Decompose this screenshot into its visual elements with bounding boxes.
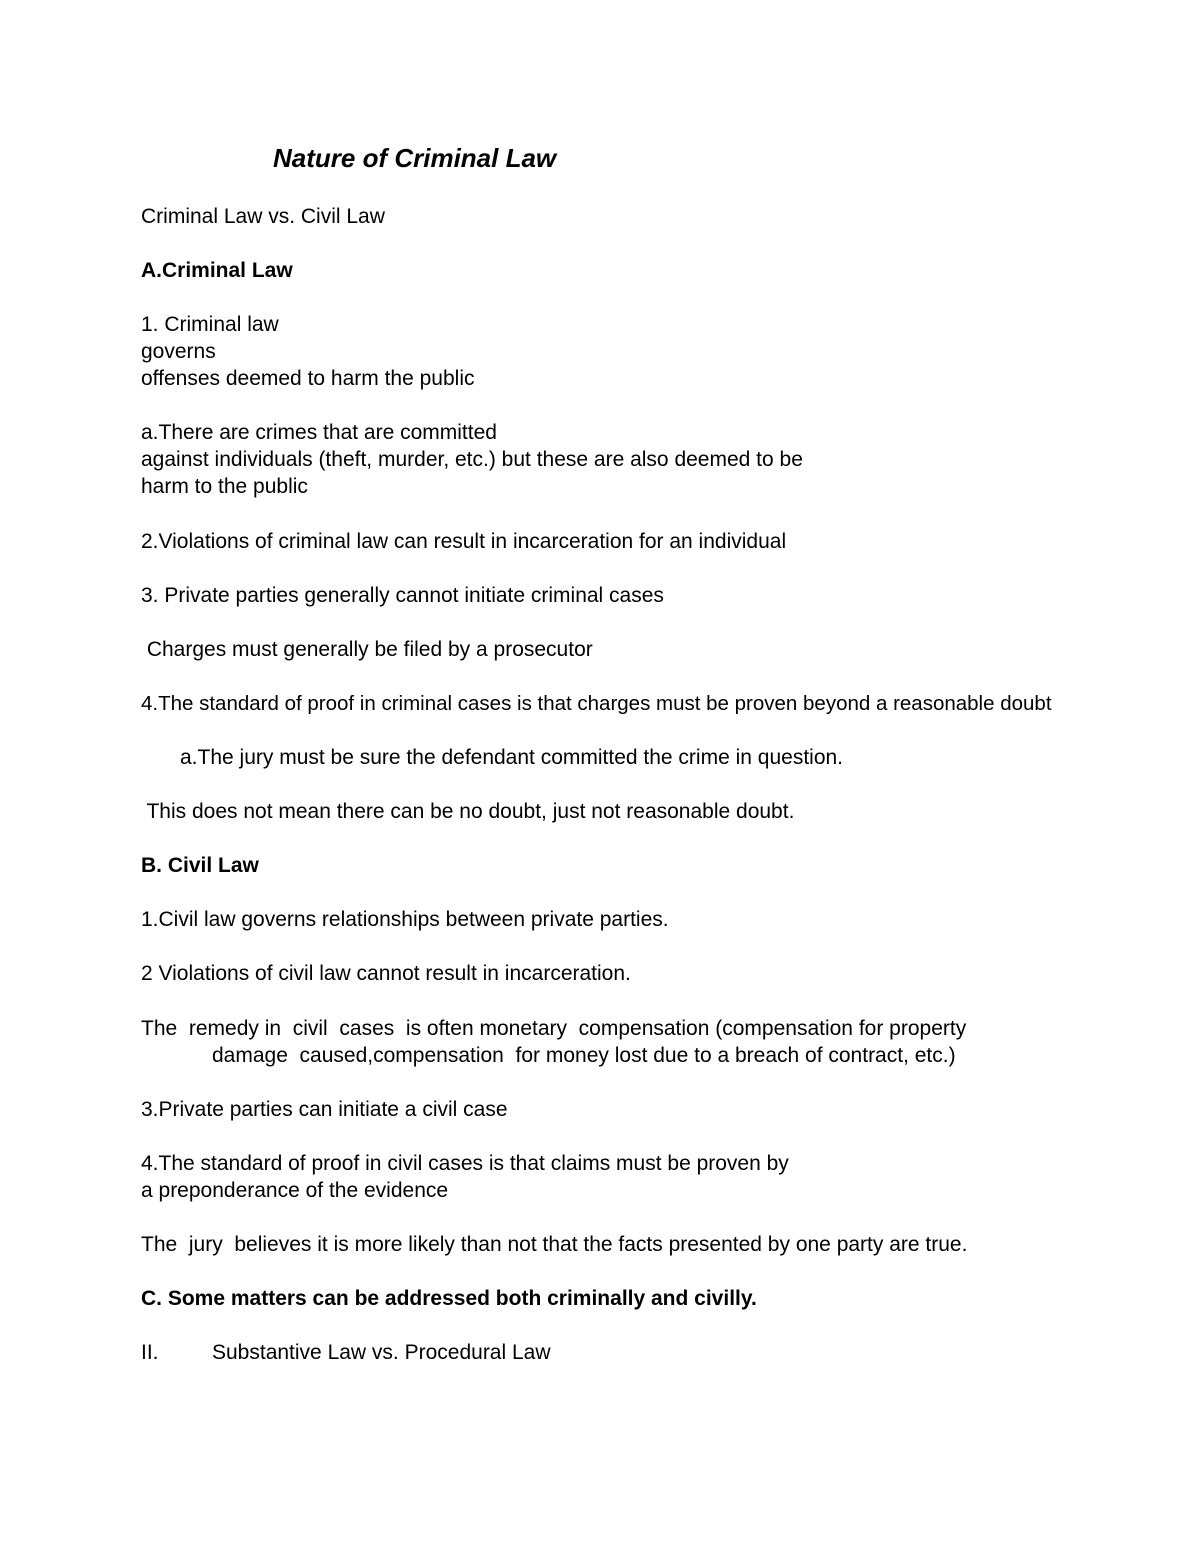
section-a-heading: A.Criminal Law — [141, 259, 293, 282]
document-title: Nature of Criminal Law — [273, 143, 557, 173]
section-ii-heading: Substantive Law vs. Procedural Law — [212, 1341, 551, 1364]
section-a-item1a-line2: against individuals (theft, murder, etc.) but these are also deemed to be — [141, 448, 803, 471]
section-a-item1a-line3: harm to the public — [141, 475, 308, 498]
section-a-item3: 3. Private parties generally cannot initiate criminal cases — [141, 584, 664, 607]
section-a-item1-line3: offenses deemed to harm the public — [141, 367, 475, 390]
section-a-item1a-line1: a.There are crimes that are committed — [141, 421, 497, 444]
section-a-item2: 2.Violations of criminal law can result in incarceration for an individual — [141, 530, 787, 553]
section-b-item3: 3.Private parties can initiate a civil case — [141, 1098, 508, 1121]
section-b-remedy-line1: The remedy in civil cases is often monetary compensation (compensation for property — [141, 1017, 967, 1040]
section-a-item4: 4.The standard of proof in criminal cases is that charges must be proven beyond a reasonable doubt — [141, 692, 1052, 715]
section-ii-marker: II. — [141, 1341, 159, 1364]
section-a-item3-note: Charges must generally be filed by a prosecutor — [141, 638, 593, 661]
section-c-heading: C. Some matters can be addressed both criminally and civilly. — [141, 1287, 757, 1310]
section-b-remedy-line2: damage caused,compensation for money lost due to a breach of contract, etc.) — [212, 1044, 956, 1067]
section-a-item4-note: This does not mean there can be no doubt, just not reasonable doubt. — [141, 800, 795, 823]
section-a-item1-line1: 1. Criminal law — [141, 313, 279, 336]
document-subtitle: Criminal Law vs. Civil Law — [141, 205, 385, 228]
section-b-item1: 1.Civil law governs relationships between private parties. — [141, 908, 669, 931]
section-a-item1-line2: governs — [141, 340, 216, 363]
section-a-item4a: a.The jury must be sure the defendant committed the crime in question. — [180, 746, 844, 769]
section-b-item4-note: The jury believes it is more likely than not that the facts presented by one party are true. — [141, 1233, 968, 1256]
section-b-heading: B. Civil Law — [141, 854, 259, 877]
section-b-item4-line2: a preponderance of the evidence — [141, 1179, 449, 1202]
section-b-item2: 2 Violations of civil law cannot result in incarceration. — [141, 962, 631, 985]
section-b-item4-line1: 4.The standard of proof in civil cases is that claims must be proven by — [141, 1152, 789, 1175]
